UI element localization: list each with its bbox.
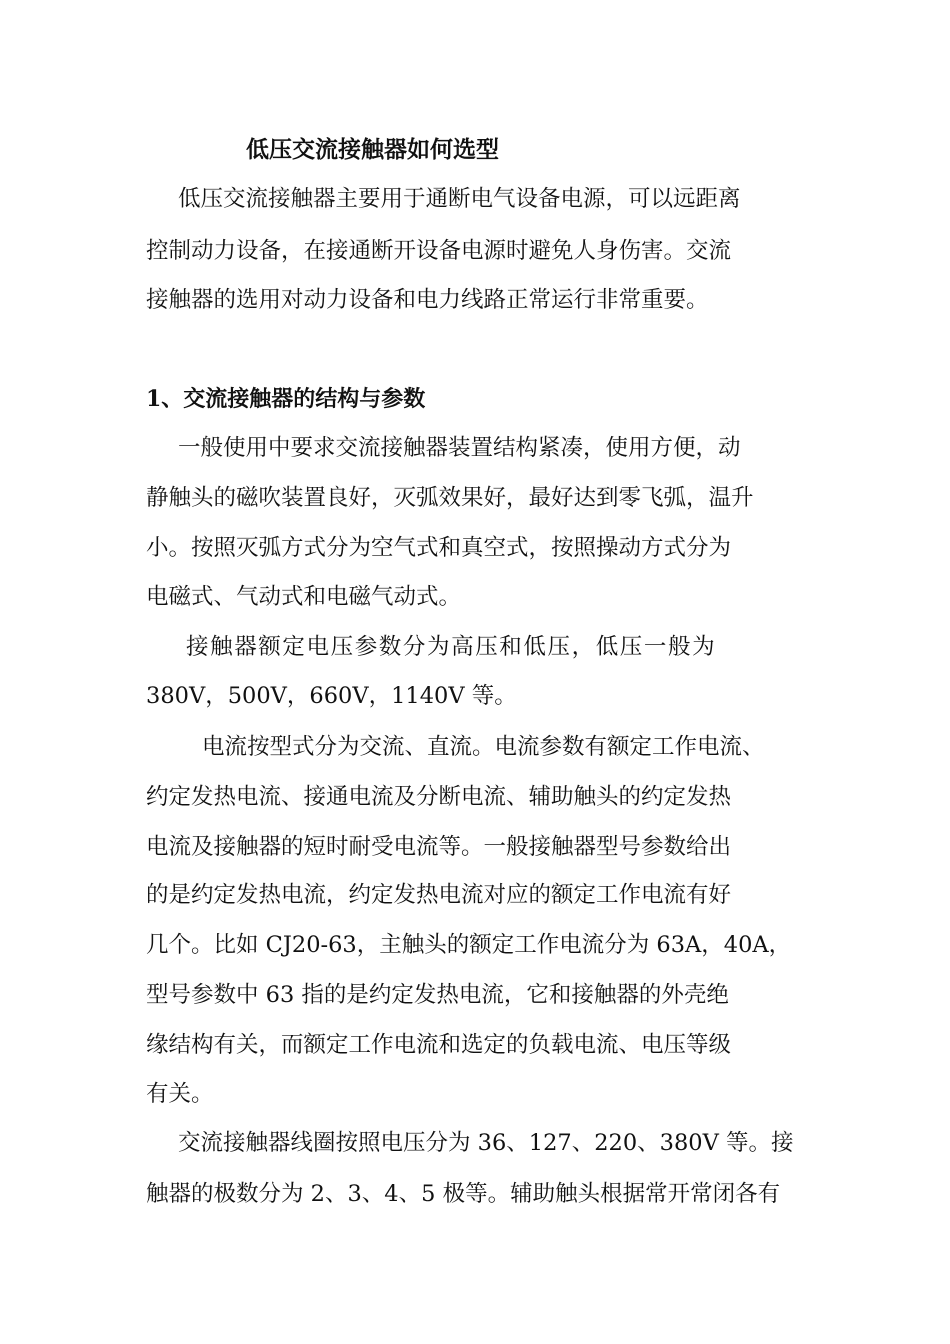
document-title: 低压交流接触器如何选型	[246, 136, 499, 163]
para3-line-3: 电流及接触器的短时耐受电流等。一般接触器型号参数给出	[146, 834, 732, 860]
para3-line-5: 几个。比如 CJ20-63，主触头的额定工作电流分为 63A，40A，	[146, 932, 792, 958]
para2-line-1: 接触器额定电压参数分为高压和低压，低压一般为	[186, 634, 717, 660]
para2-line-2: 380V，500V，660V，1140V 等。	[146, 683, 517, 709]
section-1-heading: 1、交流接触器的结构与参数	[146, 386, 426, 412]
para4-line-2: 触器的极数分为 2、3、4、5 极等。辅助触头根据常开常闭各有	[146, 1181, 781, 1207]
para3-line-2: 约定发热电流、接通电流及分断电流、辅助触头的约定发热	[146, 784, 732, 810]
para1-line-2: 静触头的磁吹装置良好，灭弧效果好，最好达到零飞弧，温升	[146, 485, 754, 511]
para3-line-1: 电流按型式分为交流、直流。电流参数有额定工作电流、	[202, 734, 765, 760]
para3-line-8: 有关。	[146, 1081, 214, 1107]
intro-line-3: 接触器的选用对动力设备和电力线路正常运行非常重要。	[146, 287, 709, 313]
para3-line-6: 型号参数中 63 指的是约定发热电流，它和接触器的外壳绝	[146, 982, 729, 1008]
para3-line-4: 的是约定发热电流，约定发热电流对应的额定工作电流有好	[146, 882, 732, 908]
para1-line-1: 一般使用中要求交流接触器装置结构紧凑，使用方便，动	[178, 435, 741, 461]
para1-line-3: 小。按照灭弧方式分为空气式和真空式，按照操动方式分为	[146, 535, 732, 561]
para3-line-7: 缘结构有关，而额定工作电流和选定的负载电流、电压等级	[146, 1032, 732, 1058]
intro-line-2: 控制动力设备，在接通断开设备电源时避免人身伤害。交流	[146, 238, 732, 264]
intro-line-1: 低压交流接触器主要用于通断电气设备电源，可以远距离	[178, 186, 741, 212]
para4-line-1: 交流接触器线圈按照电压分为 36、127、220、380V 等。接	[178, 1130, 794, 1156]
para1-line-4: 电磁式、气动式和电磁气动式。	[146, 584, 462, 610]
